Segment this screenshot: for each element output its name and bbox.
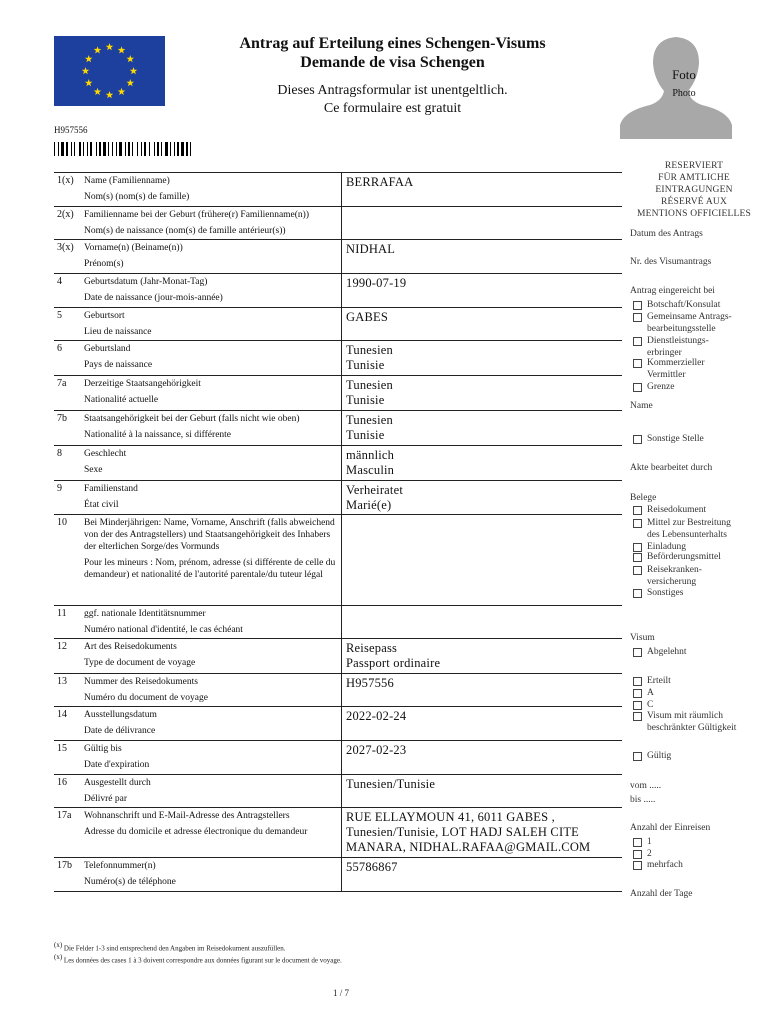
field-value-box[interactable] <box>341 446 622 480</box>
field-label-de: Familienstand <box>84 484 138 494</box>
field-value: männlich Masculin <box>346 448 395 477</box>
form-row <box>54 410 622 445</box>
field-label-fr: Nationalité actuelle <box>84 395 159 405</box>
field-label-fr: Type de document de voyage <box>84 658 196 668</box>
field-label-fr: Prénom(s) <box>84 259 124 269</box>
field-label-de: Geburtsland <box>84 344 131 354</box>
field-label-de: Name (Familienname) <box>84 176 170 186</box>
form-row <box>54 273 622 307</box>
form-row <box>54 605 622 638</box>
form-row <box>54 206 622 239</box>
form-title-fr: Demande de visa Schengen <box>300 54 485 71</box>
name-label: Name <box>630 401 653 411</box>
field-value: H957556 <box>346 676 394 690</box>
field-number: 7b <box>57 413 67 424</box>
field-value-box[interactable] <box>341 515 622 605</box>
field-labels <box>84 676 339 704</box>
form-row <box>54 706 622 740</box>
field-value-box[interactable] <box>341 376 622 410</box>
official-header-line: EINTRAGUNGEN <box>655 185 733 195</box>
field-value: RUE ELLAYMOUN 41, 6011 GABES , Tunesien/Tunisie, LOT HADJ SALEH CITE MANARA, NIDHAL.RAFAA@GMAIL.COM <box>346 810 591 854</box>
supporting-document-checkbox[interactable] <box>633 589 642 598</box>
field-labels <box>84 517 339 581</box>
photo-placeholder <box>620 33 732 139</box>
form-row <box>54 307 622 340</box>
entries-option-checkbox[interactable] <box>633 850 642 859</box>
field-number: 16 <box>57 777 67 788</box>
field-number: 17a <box>57 810 72 821</box>
field-value: 2027-02-23 <box>346 743 407 757</box>
field-label-de: ggf. nationale Identitätsnummer <box>84 609 206 619</box>
submitted-at-option-label: Botschaft/Konsulat <box>647 300 721 310</box>
valid-from-label: vom ..... <box>630 781 662 791</box>
entries-option-label: 2 <box>647 849 652 859</box>
field-label-fr: Numéro du document de voyage <box>84 693 208 703</box>
official-header-line: FÜR AMTLICHE <box>658 173 730 183</box>
field-labels <box>84 743 339 771</box>
number-of-entries-label: Anzahl der Einreisen <box>630 823 711 833</box>
field-labels <box>84 641 339 669</box>
field-value: NIDHAL <box>346 242 396 256</box>
entries-option-label: 1 <box>647 837 652 847</box>
valid-until-label: bis ..... <box>630 795 656 805</box>
field-label-de: Gültig bis <box>84 744 122 754</box>
field-labels <box>84 276 339 304</box>
field-number: 6 <box>57 343 62 354</box>
field-number: 7a <box>57 378 67 389</box>
form-row <box>54 638 622 673</box>
entries-option-label: mehrfach <box>647 860 683 870</box>
field-labels <box>84 709 339 737</box>
field-label-de: Familienname bei der Geburt (frühere(r) Familienname(n)) <box>84 210 310 220</box>
submitted-at-option-label: Grenze <box>647 382 675 392</box>
photo-label-fr: Photo <box>672 88 696 99</box>
field-label-fr: Nom(s) (nom(s) de famille) <box>84 192 190 202</box>
entries-option-checkbox[interactable] <box>633 838 642 847</box>
field-value-box[interactable] <box>341 481 622 514</box>
field-number: 5 <box>57 310 62 321</box>
official-use-header <box>630 160 758 230</box>
form-row <box>54 673 622 706</box>
submitted-at-option-checkbox[interactable] <box>633 359 642 368</box>
field-value: Verheiratet Marié(e) <box>346 483 404 512</box>
field-label-de: Bei Minderjährigen: Name, Vorname, Anschrift (falls abweichend von der des Antragstellers) und Staatsangehörigkeit des Inhabers der elterlichen Sorge/des Vormunds <box>84 518 335 552</box>
official-header-line: RÉSERVÉ AUX <box>660 197 728 207</box>
field-label-de: Ausstellungsdatum <box>84 710 157 720</box>
supporting-document-checkbox[interactable] <box>633 506 642 515</box>
footnote-mark: (x) <box>54 941 63 949</box>
field-label-fr: Lieu de naissance <box>84 327 152 337</box>
field-label-de: Ausgestellt durch <box>84 778 151 788</box>
field-number: 2(x) <box>57 209 74 220</box>
field-label-de: Art des Reisedokuments <box>84 642 177 652</box>
field-label-de: Geburtsort <box>84 311 125 321</box>
field-value: Tunesien Tunisie <box>346 413 393 442</box>
submitted-at-option-checkbox[interactable] <box>633 301 642 310</box>
field-labels <box>84 310 339 338</box>
supporting-document-checkbox[interactable] <box>633 519 642 528</box>
page-number: 1 / 7 <box>332 988 349 998</box>
visa-issued-option-label: Erteilt <box>647 676 671 686</box>
visa-issued-option-checkbox[interactable] <box>633 701 642 710</box>
supporting-document-label: Beförderungsmittel <box>647 552 721 562</box>
field-labels <box>84 448 339 476</box>
form-row <box>54 445 622 480</box>
field-value-box[interactable] <box>341 741 622 774</box>
form-title-de: Antrag auf Erteilung eines Schengen-Visums <box>239 35 546 52</box>
field-labels <box>84 378 339 406</box>
field-labels <box>84 860 339 888</box>
footnote-mark: (x) <box>54 953 63 961</box>
file-handled-by-label: Akte bearbeitet durch <box>630 463 713 473</box>
field-labels <box>84 810 339 838</box>
field-label-de: Geburtsdatum (Jahr-Monat-Tag) <box>84 277 208 287</box>
field-label-fr: Numéro(s) de téléphone <box>84 877 176 887</box>
field-number: 13 <box>57 676 67 687</box>
field-labels <box>84 209 339 237</box>
reference-number: H957556 <box>54 125 88 135</box>
field-labels <box>84 343 339 371</box>
field-label-fr: Sexe <box>84 465 103 475</box>
supporting-document-checkbox[interactable] <box>633 553 642 562</box>
field-label-fr: Adresse du domicile et adresse électronique du demandeur <box>84 827 308 837</box>
field-label-fr: Délivré par <box>84 794 127 804</box>
field-labels <box>84 608 339 636</box>
supporting-document-checkbox[interactable] <box>633 566 642 575</box>
form-row <box>54 514 622 605</box>
field-number: 11 <box>57 608 67 619</box>
field-value: 2022-02-24 <box>346 709 407 723</box>
number-of-days-label: Anzahl der Tage <box>630 889 693 899</box>
form-row <box>54 480 622 514</box>
form-row <box>54 172 622 206</box>
field-value: BERRAFAA <box>346 175 414 189</box>
field-value-box[interactable] <box>341 274 622 307</box>
barcode <box>54 142 206 156</box>
field-number: 1(x) <box>57 175 74 186</box>
submitted-at-label: Antrag eingereicht bei <box>630 286 715 296</box>
field-label-de: Telefonnummer(n) <box>84 861 156 871</box>
field-value-box[interactable] <box>341 775 622 807</box>
form-row <box>54 774 622 807</box>
field-number: 12 <box>57 641 67 652</box>
valid-label: Gültig <box>647 751 672 761</box>
field-labels <box>84 175 339 203</box>
free-notice-fr: Ce formulaire est gratuit <box>323 101 462 116</box>
field-number: 4 <box>57 276 62 287</box>
field-label-fr: Nom(s) de naissance (nom(s) de famille antérieur(s)) <box>84 226 286 236</box>
field-value-box[interactable] <box>341 207 622 239</box>
field-value-box[interactable] <box>341 173 622 206</box>
field-value-box[interactable] <box>341 341 622 375</box>
field-value-box[interactable] <box>341 308 622 340</box>
entries-option-checkbox[interactable] <box>633 861 642 870</box>
field-labels <box>84 242 339 270</box>
visa-issued-option-checkbox[interactable] <box>633 712 642 721</box>
submitted-at-option-label: Kommerzieller Vermittler <box>647 358 705 380</box>
field-number: 3(x) <box>57 242 74 253</box>
field-value: Tunesien Tunisie <box>346 343 393 372</box>
field-label-fr: Pour les mineurs : Nom, prénom, adresse (si différente de celle du demandeur) et nationalité de l'autorité parentale/du tuteur légal <box>84 558 336 580</box>
free-notice-de: Dieses Antragsformular ist unentgeltlich. <box>277 83 508 98</box>
form-title-block <box>180 34 605 118</box>
field-value-box[interactable] <box>341 411 622 445</box>
field-label-fr: Nationalité à la naissance, si différente <box>84 430 232 440</box>
submitted-at-option-label: Dienstleistungs- erbringer <box>647 336 709 358</box>
field-labels <box>84 483 339 511</box>
footnote-fr <box>54 953 342 964</box>
field-value-box[interactable] <box>341 707 622 740</box>
field-number: 17b <box>57 860 72 871</box>
form-row <box>54 340 622 375</box>
field-label-de: Geschlecht <box>84 449 127 459</box>
visa-label: Visum <box>630 633 655 643</box>
submitted-at-option-checkbox[interactable] <box>633 383 642 392</box>
field-label-de: Vorname(n) (Beiname(n)) <box>84 243 183 253</box>
field-number: 10 <box>57 517 67 528</box>
supporting-document-label: Sonstiges <box>647 588 684 598</box>
visa-refused-checkbox[interactable] <box>633 648 642 657</box>
field-value: Tunesien/Tunisie <box>346 777 436 791</box>
footnote-text-fr: Les données des cases 1 à 3 doivent correspondre aux données figurant sur le document de voyage. <box>63 956 342 965</box>
field-label-de: Derzeitige Staatsangehörigkeit <box>84 379 201 389</box>
application-number-label: Nr. des Visumantrags <box>630 257 712 267</box>
form-row <box>54 740 622 774</box>
supporting-document-label: Einladung <box>647 542 687 552</box>
field-labels <box>84 413 339 441</box>
field-label-de: Nummer des Reisedokuments <box>84 677 198 687</box>
field-value: 55786867 <box>346 860 398 874</box>
other-office-label: Sonstige Stelle <box>647 434 704 444</box>
field-label-de: Wohnanschrift und E-Mail-Adresse des Antragstellers <box>84 811 290 821</box>
visa-issued-option-checkbox[interactable] <box>633 689 642 698</box>
field-number: 14 <box>57 709 67 720</box>
field-value: Tunesien Tunisie <box>346 378 393 407</box>
visa-issued-option-checkbox[interactable] <box>633 677 642 686</box>
field-number: 9 <box>57 483 62 494</box>
field-value-box[interactable] <box>341 606 622 638</box>
form-row <box>54 857 622 892</box>
supporting-document-checkbox[interactable] <box>633 543 642 552</box>
field-value-box[interactable] <box>341 858 622 891</box>
field-labels <box>84 777 339 805</box>
form-row <box>54 807 622 857</box>
form-row <box>54 239 622 273</box>
field-value-box[interactable] <box>341 639 622 673</box>
valid-checkbox[interactable] <box>633 752 642 761</box>
visa-issued-option-label: A <box>647 688 654 698</box>
visa-issued-option-label: Visum mit räumlich beschränkter Gültigkeit <box>647 711 737 733</box>
field-label-de: Staatsangehörigkeit bei der Geburt (falls nicht wie oben) <box>84 414 300 424</box>
submitted-at-option-label: Gemeinsame Antrags- bearbeitungsstelle <box>647 312 732 334</box>
field-label-fr: Pays de naissance <box>84 360 153 370</box>
other-office-checkbox[interactable] <box>633 435 642 444</box>
field-label-fr: Date d'expiration <box>84 760 150 770</box>
footnote-de <box>54 941 286 952</box>
form-row <box>54 375 622 410</box>
visa-issued-option-label: C <box>647 700 654 710</box>
field-label-fr: Numéro national d'identité, le cas échéant <box>84 625 243 635</box>
field-value: Reisepass Passport ordinaire <box>346 641 441 670</box>
field-value-box[interactable] <box>341 240 622 273</box>
field-number: 8 <box>57 448 62 459</box>
eu-flag <box>54 36 165 106</box>
supporting-document-label: Reisekranken- versicherung <box>647 565 702 587</box>
submitted-at-option-checkbox[interactable] <box>633 337 642 346</box>
field-value-box[interactable] <box>341 674 622 706</box>
submitted-at-option-checkbox[interactable] <box>633 313 642 322</box>
field-label-fr: Date de naissance (jour-mois-année) <box>84 293 223 303</box>
official-header-line: RESERVIERT <box>664 161 724 171</box>
supporting-document-label: Reisedokument <box>647 505 707 515</box>
application-date-label: Datum des Antrags <box>630 229 703 239</box>
photo-label-de: Foto <box>672 67 696 82</box>
field-label-fr: Date de délivrance <box>84 726 156 736</box>
field-value: GABES <box>346 310 388 324</box>
documents-label: Belege <box>630 493 657 503</box>
field-value-box[interactable] <box>341 808 622 857</box>
supporting-document-label: Mittel zur Bestreitung des Lebensunterhalts <box>647 518 731 540</box>
official-header-line: MENTIONS OFFICIELLES <box>636 209 752 219</box>
visa-refused-label: Abgelehnt <box>647 647 687 657</box>
field-number: 15 <box>57 743 67 754</box>
field-label-fr: État civil <box>84 500 119 510</box>
field-value: 1990-07-19 <box>346 276 407 290</box>
application-form-table <box>54 172 622 892</box>
footnote-text-de: Die Felder 1-3 sind entsprechend den Angaben im Reisedokument auszufüllen. <box>63 944 286 953</box>
